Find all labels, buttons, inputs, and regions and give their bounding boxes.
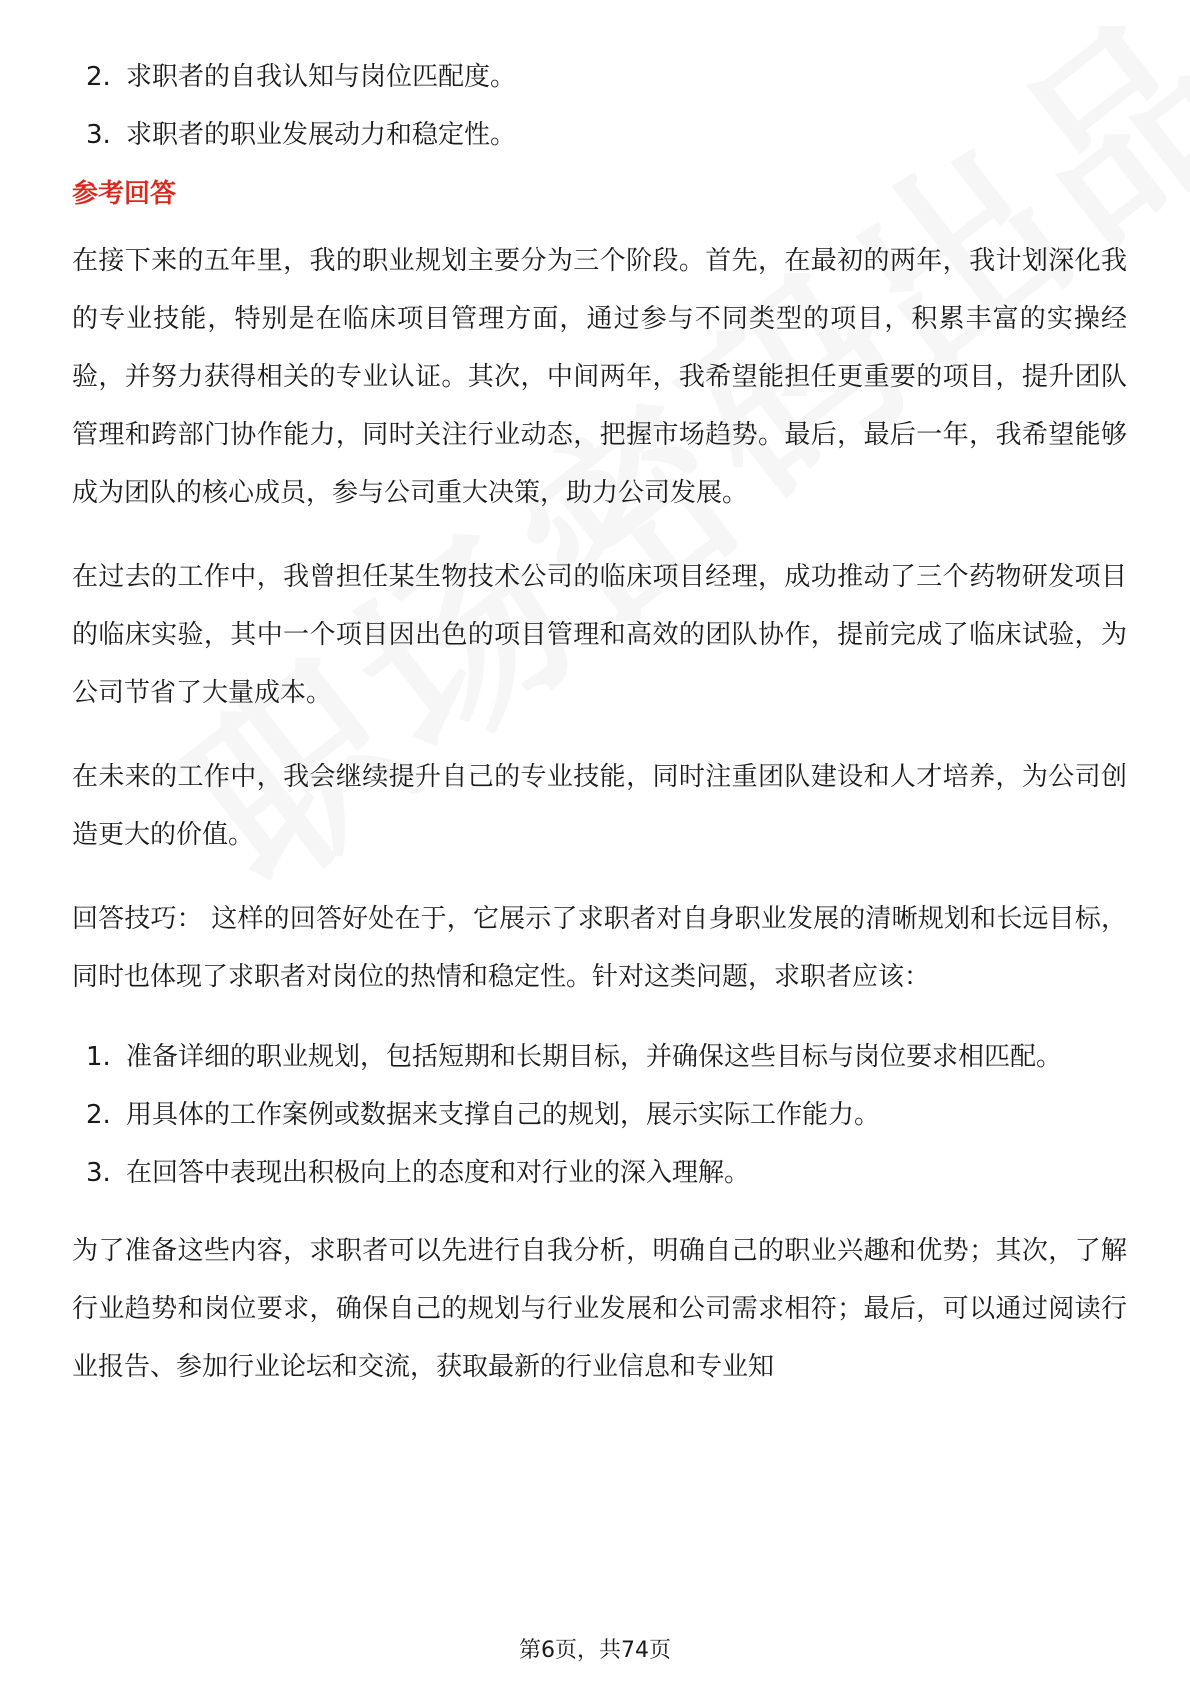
answer-paragraph: 在接下来的五年里，我的职业规划主要分为三个阶段。首先，在最初的两年，我计划深化我的专业技能，特别是在临床项目管理方面，通过参与不同类型的项目，积累丰富的实操经验，并努力获得相关的专业认证。其次，中间两年，我希望能担任更重要的项目，提升团队管理和跨部门协作能力，同时关注行业动态，把握市场趋势。最后，最后一年，我希望能够成为团队的核心成员，参与公司重大决策，助力公司发展。 — [72, 246, 1127, 508]
section-heading: 参考回答 — [72, 179, 177, 209]
list-item — [72, 1086, 1127, 1144]
list-item — [72, 48, 1127, 106]
list-item-text: 用具体的工作案例或数据来支撑自己的规划，展示实际工作能力。 — [126, 1100, 881, 1130]
page-number: 第6页，共74页 — [519, 1638, 671, 1663]
tips-paragraph: 回答技巧： 这样的回答好处在于，它展示了求职者对自身职业发展的清晰规划和长远目标，同时也体现了求职者对岗位的热情和稳定性。针对这类问题，求职者应该： — [72, 904, 1127, 992]
list-item-number: 2. — [86, 1100, 111, 1130]
list-item — [72, 1144, 1127, 1202]
criteria-list — [72, 48, 1127, 164]
list-item-number: 3. — [86, 120, 111, 150]
list-item-number: 3. — [86, 1158, 111, 1188]
tips-list — [72, 1028, 1127, 1202]
list-item-number: 2. — [86, 62, 111, 92]
list-item — [72, 106, 1127, 164]
answer-paragraph: 在过去的工作中，我曾担任某生物技术公司的临床项目经理，成功推动了三个药物研发项目的临床实验，其中一个项目因出色的项目管理和高效的团队协作，提前完成了临床试验，为公司节省了大量成本。 — [72, 562, 1127, 708]
closing-paragraph: 为了准备这些内容，求职者可以先进行自我分析，明确自己的职业兴趣和优势；其次，了解行业趋势和岗位要求，确保自己的规划与行业发展和公司需求相符；最后，可以通过阅读行业报告、参加行业论坛和交流，获取最新的行业信息和专业知 — [72, 1236, 1127, 1382]
list-item — [72, 1028, 1127, 1086]
list-item-text: 准备详细的职业规划，包括短期和长期目标，并确保这些目标与岗位要求相匹配。 — [126, 1042, 1063, 1072]
list-item-text: 在回答中表现出积极向上的态度和对行业的深入理解。 — [126, 1158, 751, 1188]
list-item-text: 求职者的职业发展动力和稳定性。 — [126, 120, 517, 150]
page-content — [72, 48, 1127, 1422]
list-item-number: 1. — [86, 1042, 111, 1072]
list-item-text: 求职者的自我认知与岗位匹配度。 — [126, 62, 517, 92]
answer-paragraph: 在未来的工作中，我会继续提升自己的专业技能，同时注重团队建设和人才培养，为公司创造更大的价值。 — [72, 762, 1127, 850]
